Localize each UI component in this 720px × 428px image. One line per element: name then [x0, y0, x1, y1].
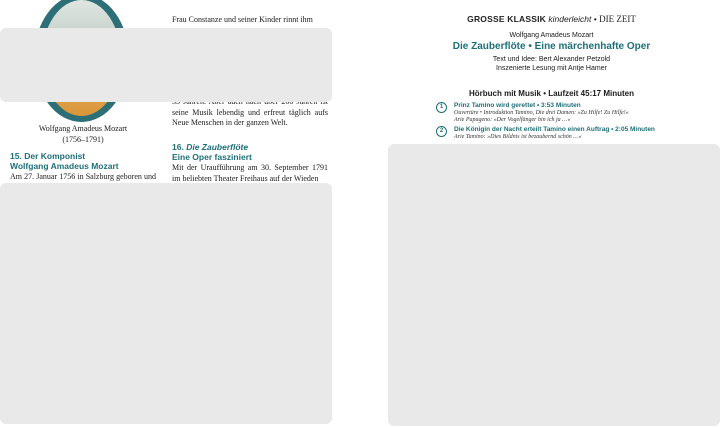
- track-title: Prinz Tamino wird gerettet • 3:53 Minuten: [454, 102, 581, 109]
- credit-reading: Inszenierte Lesung mit Antje Hamer: [496, 65, 607, 72]
- redaction-panel: [0, 183, 332, 424]
- track-title: Die Königin der Nacht erteilt Tamino einen Auftrag • 2:05 Minuten: [454, 126, 655, 133]
- section-16-text: Mit der Uraufführung am 30. September 1791 im beliebten Theater Freihaus auf der Wieden: [172, 163, 328, 183]
- portrait-caption: Wolfgang Amadeus Mozart (1756–1791): [38, 124, 128, 144]
- column2-top-text: Frau Constanze und seiner Kinder rinnt ihm: [172, 15, 313, 24]
- redaction-panel: [388, 144, 720, 426]
- series-brand: GROSSE KLASSIK kinderleicht • DIE ZEIT: [467, 14, 636, 24]
- album-title: Die Zauberflöte • Eine märchenhafte Oper: [452, 41, 651, 52]
- redaction-panel: [0, 28, 332, 102]
- composer-name: Wolfgang Amadeus Mozart: [509, 32, 594, 39]
- track-number-badge: 1: [436, 102, 447, 113]
- format-line: Hörbuch mit Musik • Laufzeit 45:17 Minuten: [468, 89, 635, 98]
- section-15-text: Am 27. Januar 1756 in Salzburg geboren und: [10, 172, 156, 181]
- section-16-heading: 16. Die Zauberflöte Eine Oper fasziniert: [172, 142, 252, 162]
- track-detail: Arie Papageno: »Der Vogelfänger bin ich ja …«: [454, 117, 571, 123]
- column2-mid-text: seine Musik lebendig und erfreut täglich aufs Neue Menschen in der ganzen Welt.: [172, 107, 328, 127]
- track-number-badge: 2: [436, 126, 447, 137]
- track-detail: Ouvertüre • Introduktion Tamino, Die drei Damen: »Zu Hilfe! Zu Hilfe!«: [454, 110, 629, 116]
- section-15-heading: 15. Der Komponist Wolfgang Amadeus Mozart: [10, 151, 119, 171]
- credit-text: Text und Idee: Bert Alexander Petzold: [492, 56, 611, 63]
- track-detail: Arie Tamino: »Dies Bildnis ist bezaubernd schön …«: [454, 134, 582, 140]
